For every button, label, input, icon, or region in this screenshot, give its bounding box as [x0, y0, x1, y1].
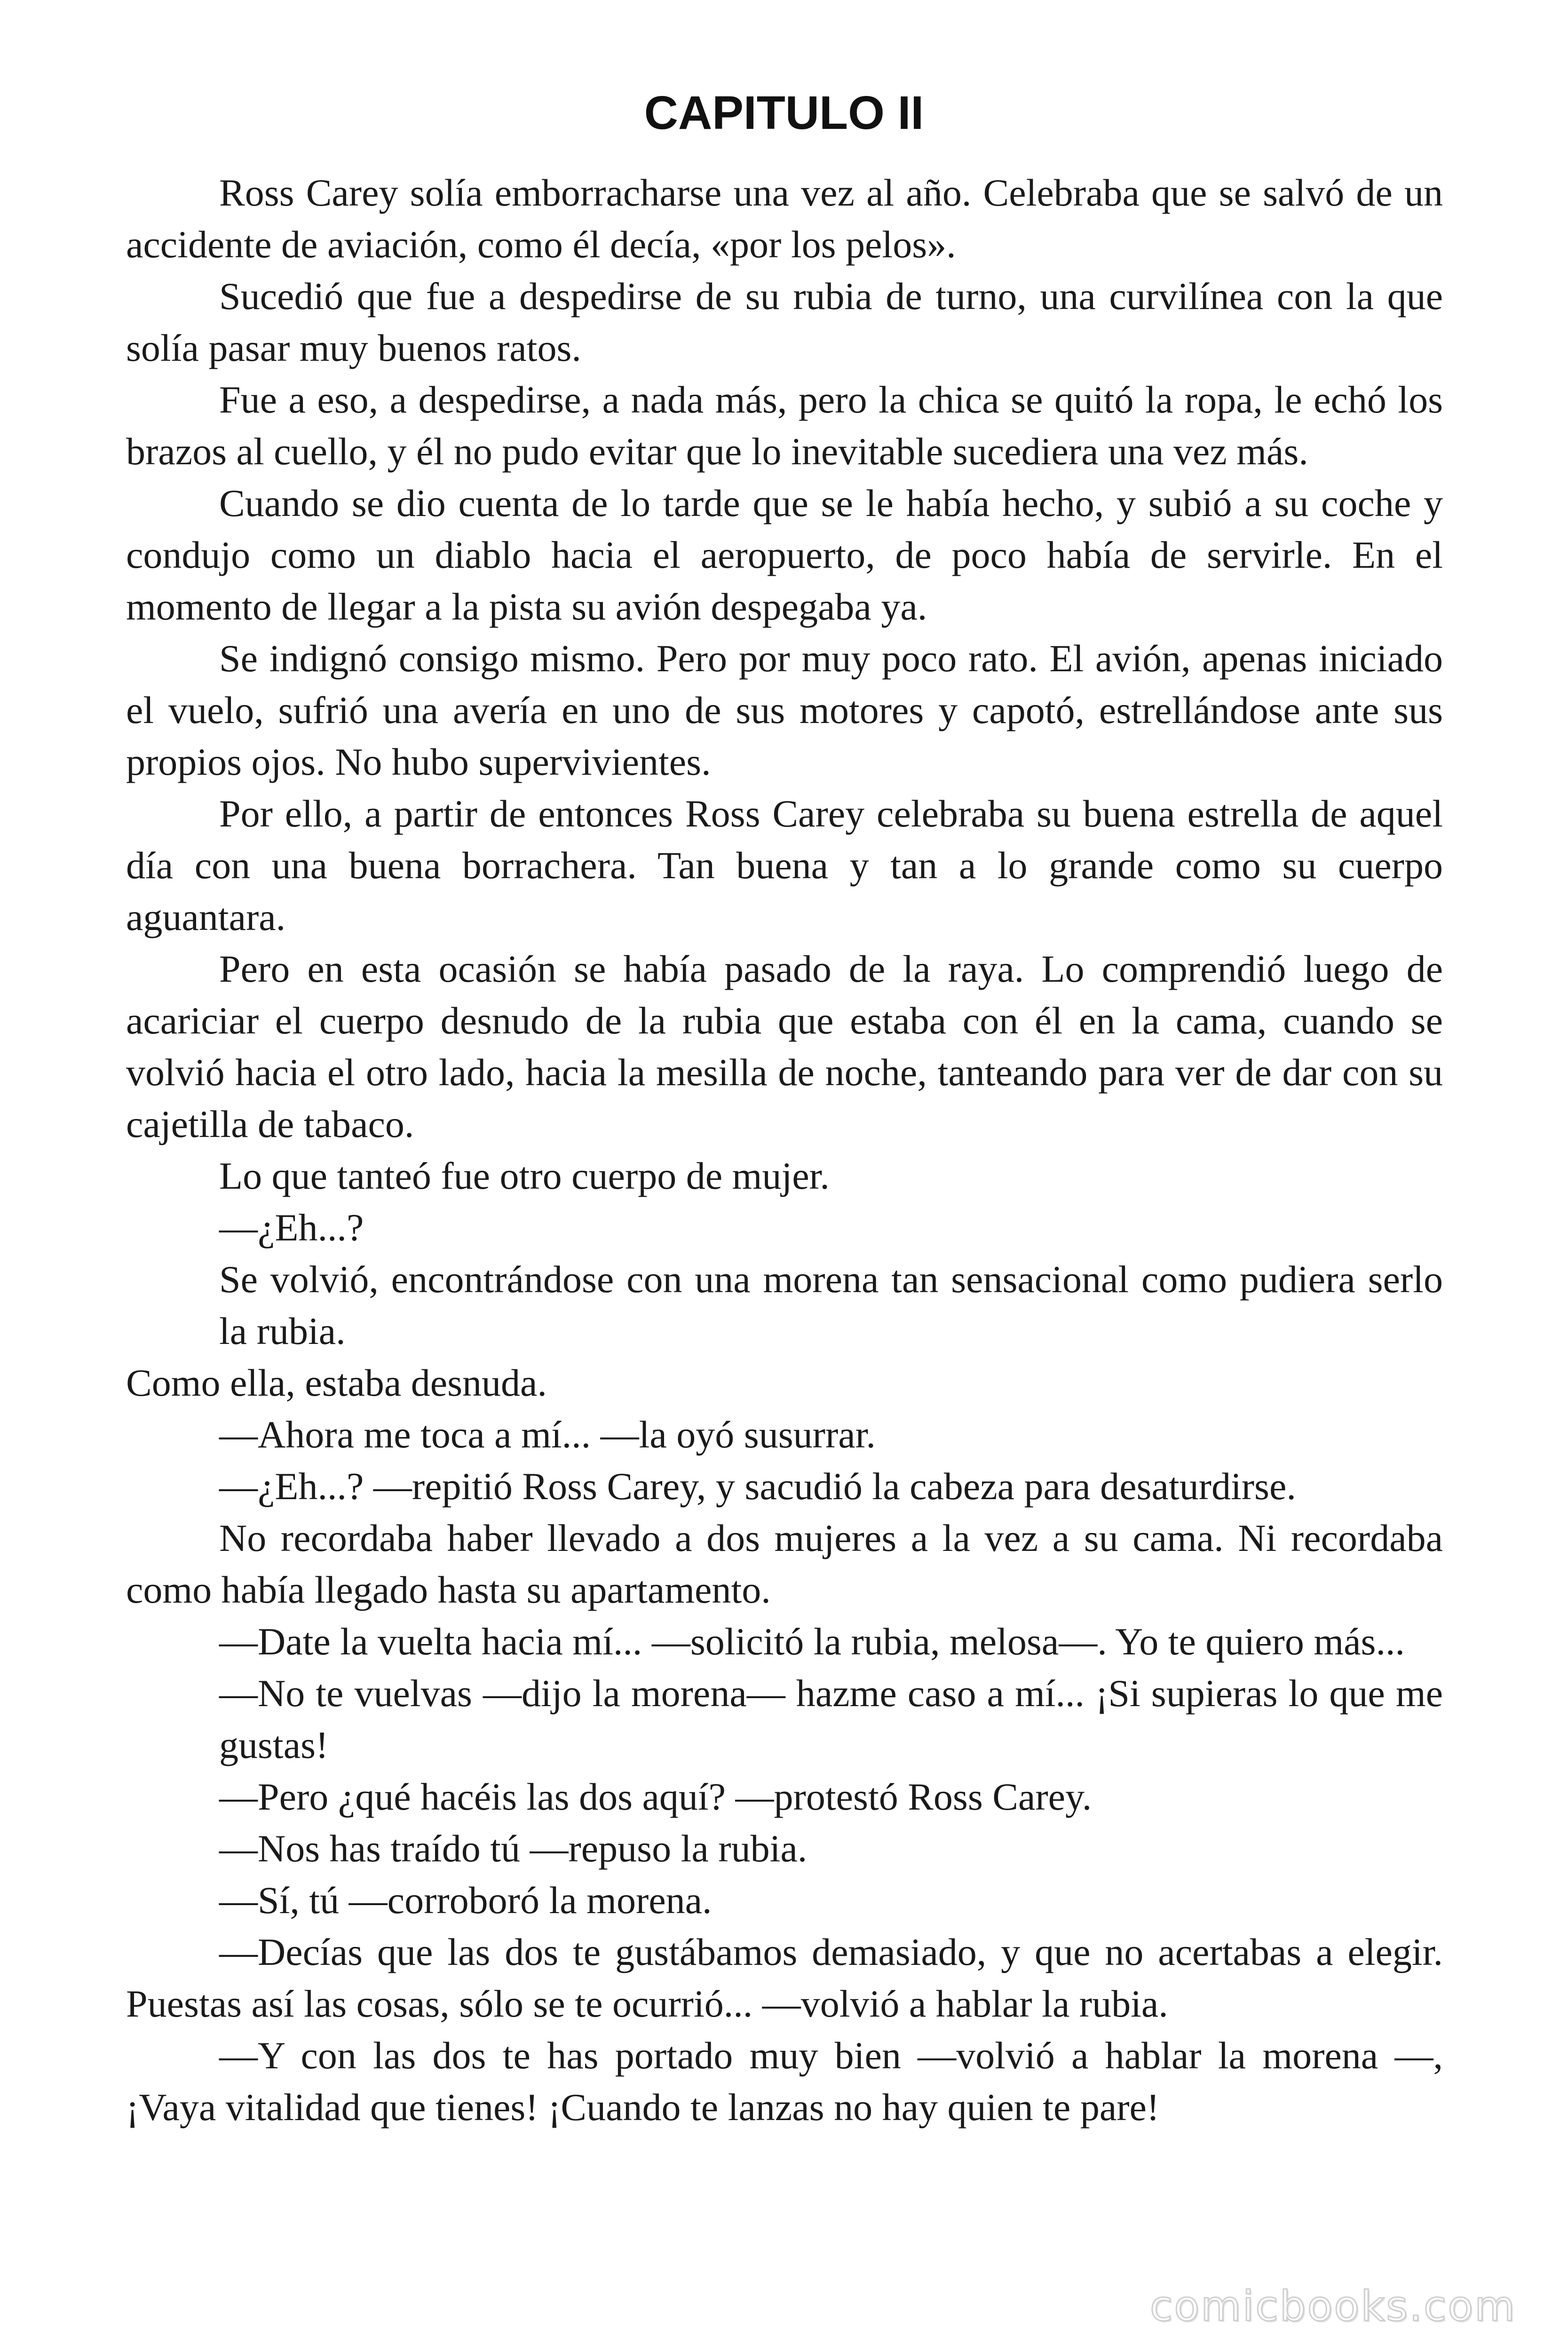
dialogue-line: —Nos has traído tú —repuso la rubia. [219, 1827, 808, 1870]
dialogue-line: —Sí, tú —corroboró la morena. [219, 1879, 712, 1922]
paragraph-hanging: Se volvió, encontrándose con una morena tan sensacional como pudiera serlo la rubia. [219, 1258, 1443, 1352]
paragraph: Ross Carey solía emborracharse una vez al año. Celebraba que se salvó de un accidente de aviación, como él decía, «por los pelos». [126, 171, 1443, 266]
dialogue-line: —¿Eh...? —repitió Ross Carey, y sacudió la cabeza para desaturdirse. [219, 1465, 1296, 1508]
dialogue-line: —Ahora me toca a mí... —la oyó susurrar. [219, 1413, 876, 1456]
paragraph-flush: Como ella, estaba desnuda. [126, 1361, 547, 1404]
chapter-title: CAPITULO II [644, 87, 924, 139]
dialogue-line: —Decías que las dos te gustábamos demasiado, y que no acertabas a elegir. Puestas así las cosas, sólo se te ocurrió... —volvió a hablar la rubia. [126, 1931, 1443, 2025]
paragraph: Pero en esta ocasión se había pasado de la raya. Lo comprendió luego de acariciar el cuerpo desnudo de la rubia que estaba con él en la cama, cuando se volvió hacia el otro lado, hacia la mesilla de noche, tanteando para ver de dar con su cajetilla de tabaco. [126, 947, 1443, 1145]
chapter-body [126, 167, 1443, 2133]
dialogue-line: —Y con las dos te has portado muy bien —volvió a hablar la morena —, ¡Vaya vitalidad que tienes! ¡Cuando te lanzas no hay quien te pare! [126, 2034, 1443, 2129]
paragraph: Fue a eso, a despedirse, a nada más, pero la chica se quitó la ropa, le echó los brazos al cuello, y él no pudo evitar que lo inevitable sucediera una vez más. [126, 378, 1443, 473]
paragraph: Lo que tanteó fue otro cuerpo de mujer. [219, 1154, 830, 1197]
paragraph: Se indignó consigo mismo. Pero por muy poco rato. El avión, apenas iniciado el vuelo, sufrió una avería en uno de sus motores y capotó, estrellándose ante sus propios ojos. No hubo supervivientes. [126, 637, 1443, 783]
dialogue-line-hanging: —Date la vuelta hacia mí... —solicitó la rubia, melosa—. Yo te quiero más... [219, 1620, 1405, 1663]
dialogue-line: —¿Eh...? [219, 1206, 364, 1249]
dialogue-line-hanging: —No te vuelvas —dijo la morena— hazme caso a mí... ¡Si supieras lo que me gustas! [219, 1672, 1443, 1766]
watermark-logo: comicbooks.com [1149, 2282, 1516, 2330]
paragraph: Sucedió que fue a despedirse de su rubia de turno, una curvilínea con la que solía pasar muy buenos ratos. [126, 275, 1443, 369]
paragraph: Por ello, a partir de entonces Ross Carey celebraba su buena estrella de aquel día con una buena borrachera. Tan buena y tan a lo grande como su cuerpo aguantara. [126, 792, 1443, 938]
paragraph: No recordaba haber llevado a dos mujeres a la vez a su cama. Ni recordaba como había llegado hasta su apartamento. [126, 1517, 1443, 1611]
dialogue-line: —Pero ¿qué hacéis las dos aquí? —protestó Ross Carey. [219, 1775, 1092, 1818]
paragraph: Cuando se dio cuenta de lo tarde que se le había hecho, y subió a su coche y condujo como un diablo hacia el aeropuerto, de poco había de servirle. En el momento de llegar a la pista su avión despegaba ya. [126, 482, 1443, 628]
